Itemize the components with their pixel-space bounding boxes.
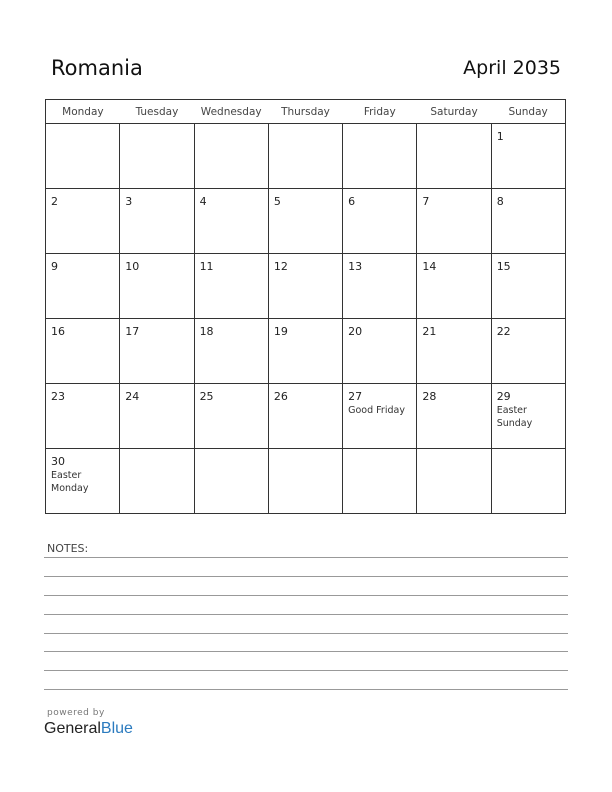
day-cell: [491, 319, 565, 384]
day-cell: [268, 254, 342, 319]
weekday-friday: Friday: [343, 100, 417, 124]
day-cell: [120, 384, 194, 449]
weekday-thursday: Thursday: [268, 100, 342, 124]
day-number: 26: [273, 390, 288, 403]
day-number: 28: [422, 390, 437, 403]
day-number: 10: [125, 260, 140, 273]
day-number: 16: [51, 325, 65, 338]
day-cell: [194, 384, 268, 449]
day-cell: [120, 124, 194, 189]
day-cell: [268, 449, 342, 514]
holiday-label: Easter Sunday: [496, 405, 533, 429]
day-number: 15: [496, 260, 511, 273]
day-cell: [46, 319, 120, 384]
day-number: 30: [51, 455, 65, 468]
day-cell: [268, 384, 342, 449]
note-line: [44, 651, 568, 652]
day-number: 25: [199, 390, 214, 403]
day-cell: [268, 319, 342, 384]
day-cell: [120, 189, 194, 254]
day-number: 22: [496, 325, 511, 338]
day-number: 1: [496, 130, 504, 143]
day-cell: [120, 319, 194, 384]
day-number: 12: [273, 260, 288, 273]
holiday-label: Good Friday: [348, 405, 405, 416]
day-cell: [491, 189, 565, 254]
weekday-tuesday: Tuesday: [120, 100, 194, 124]
day-number: 23: [51, 390, 65, 403]
day-cell: [417, 384, 491, 449]
day-cell: [46, 384, 120, 449]
day-cell: [268, 124, 342, 189]
week-row: [46, 384, 566, 449]
day-cell: [343, 189, 417, 254]
calendar-grid: [45, 99, 566, 514]
brand-blue: Blue: [100, 720, 133, 737]
week-row: [46, 124, 566, 189]
day-cell: [194, 449, 268, 514]
day-cell: [417, 254, 491, 319]
day-cell: [343, 384, 417, 449]
day-number: 11: [199, 260, 214, 273]
day-number: 27: [348, 390, 363, 403]
weekday-saturday: Saturday: [417, 100, 491, 124]
note-line: [44, 595, 568, 596]
day-cell: [417, 124, 491, 189]
day-number: 20: [348, 325, 363, 338]
day-cell: [343, 319, 417, 384]
day-cell: [491, 384, 565, 449]
weekday-wednesday: Wednesday: [194, 100, 268, 124]
day-number: 19: [273, 325, 288, 338]
day-cell: [343, 449, 417, 514]
week-row: [46, 189, 566, 254]
note-line: [44, 576, 568, 577]
day-cell: [268, 189, 342, 254]
country-title: Romania: [51, 56, 143, 80]
note-line: [44, 633, 568, 634]
day-number: 29: [496, 390, 511, 403]
day-cell: [46, 189, 120, 254]
brand-general: General: [44, 720, 101, 737]
day-cell: [343, 124, 417, 189]
holiday-label: Easter Monday: [51, 470, 89, 494]
weekday-monday: Monday: [46, 100, 120, 124]
day-number: 6: [348, 195, 356, 208]
weekday-header-row: [46, 100, 566, 124]
month-year-title: April 2035: [463, 57, 561, 79]
day-cell: [417, 319, 491, 384]
note-line: [44, 689, 568, 690]
day-number: 2: [51, 195, 58, 208]
note-line: [44, 614, 568, 615]
day-number: 14: [422, 260, 437, 273]
day-number: 9: [51, 260, 58, 273]
powered-by-text: powered by: [47, 708, 105, 718]
day-cell: [343, 254, 417, 319]
day-number: 7: [422, 195, 430, 208]
week-row: [46, 449, 566, 514]
day-cell: [46, 254, 120, 319]
day-cell: [491, 124, 565, 189]
day-cell: [417, 449, 491, 514]
day-cell: [194, 189, 268, 254]
day-cell: [417, 189, 491, 254]
day-cell: [491, 254, 565, 319]
day-number: 4: [199, 195, 207, 208]
day-number: 24: [125, 390, 140, 403]
day-number: 8: [496, 195, 504, 208]
day-cell: [194, 254, 268, 319]
day-cell: [194, 319, 268, 384]
day-number: 21: [422, 325, 437, 338]
day-cell: [491, 449, 565, 514]
week-row: [46, 254, 566, 319]
generalblue-logo: [44, 720, 133, 738]
day-cell: [46, 449, 120, 514]
day-number: 17: [125, 325, 140, 338]
day-cell: [46, 124, 120, 189]
notes-label: NOTES:: [47, 542, 89, 555]
day-cell: [120, 449, 194, 514]
day-cell: [120, 254, 194, 319]
week-row: [46, 319, 566, 384]
note-line: [44, 557, 568, 558]
note-line: [44, 670, 568, 671]
weekday-sunday: Sunday: [491, 100, 565, 124]
day-number: 18: [199, 325, 214, 338]
day-number: 5: [273, 195, 281, 208]
day-number: 13: [348, 260, 363, 273]
day-cell: [194, 124, 268, 189]
day-number: 3: [125, 195, 133, 208]
